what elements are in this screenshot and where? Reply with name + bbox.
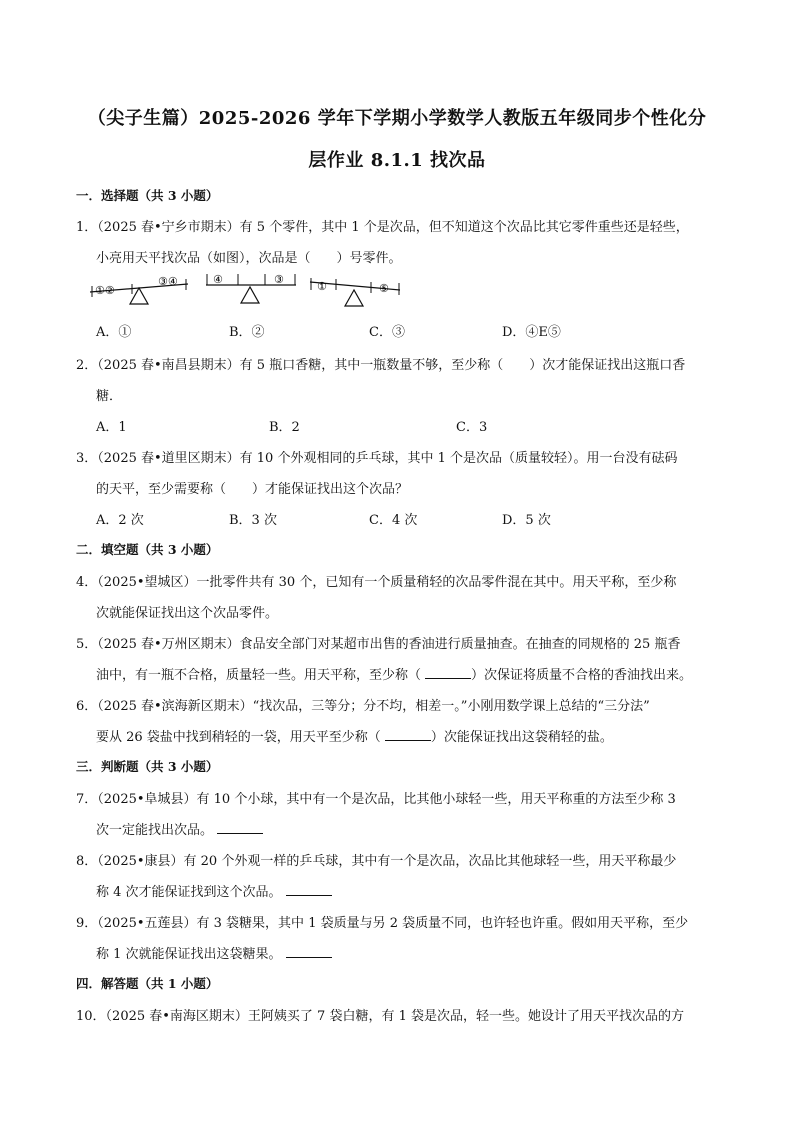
q1-option-d: D．④E⑤	[502, 325, 561, 340]
question-5-line2	[96, 664, 746, 683]
question-8-line1: 8．（2025•康县）有 20 个外观一样的乒乓球，其中有一个是次品，次品比其他球轻一些，用天平称最少	[76, 854, 677, 869]
question-6-line2-prefix: 要从 26 袋盐中找到稍轻的一袋，用天平至少称（	[96, 730, 381, 745]
question-3-line2: 的天平，至少需要称（ ）才能保证找出这个次品？	[96, 482, 409, 497]
question-9-line2-text: 称 1 次就能保证找出这袋糖果。	[96, 947, 282, 962]
q2-option-a: A．1	[96, 420, 127, 435]
question-8-line2	[96, 881, 746, 900]
question-3-line1: 3．（2025 春•道里区期末）有 10 个外观相同的乒乓球，其中 1 个是次品（质量较轻）。用一台没有砝码	[76, 451, 678, 466]
balance-scale-1	[90, 275, 188, 304]
q3-option-d: D．5 次	[502, 513, 551, 528]
question-5-line2-suffix: ）次保证将质量不合格的香油找出来。	[471, 668, 693, 683]
question-1-line1: 1．（2025 春•宁乡市期末）有 5 个零件，其中 1 个是次品，但不知道这个次品比其它零件重些还是轻些，	[76, 220, 689, 235]
question-9-line2	[96, 943, 746, 962]
q2-option-b: B．2	[269, 420, 300, 435]
question-6-line1: 6．（2025 春•滨海新区期末）“找次品，三等分；分不均，相差一。”小刚用数学课上总结的“三分法”	[76, 699, 650, 714]
q5-answer-blank[interactable]	[425, 666, 471, 679]
section-heading-fill: 二．填空题（共 3 小题）	[76, 542, 219, 557]
balance-scale-2	[206, 273, 296, 303]
question-6-line2	[96, 726, 746, 745]
balance-scale-3	[310, 278, 400, 306]
question-7-line1: 7．（2025•阜城县）有 10 个小球，其中有一个是次品，比其他小球轻一些，用天平称重的方法至少称 3	[76, 792, 676, 807]
scale-2-left-items: ④	[213, 273, 223, 286]
q8-answer-blank[interactable]	[286, 883, 332, 896]
q3-option-c: C．4 次	[369, 513, 418, 528]
balance-scales-figure	[88, 268, 408, 312]
q1-option-a: A．①	[96, 325, 132, 340]
question-7-line2	[96, 819, 746, 838]
question-6-line2-suffix: ）次能保证找出这袋稍轻的盐。	[430, 730, 613, 745]
question-7-line2-text: 次一定能找出次品。	[96, 823, 214, 838]
page-title-line2: 层作业 8.1.1 找次品	[308, 150, 486, 171]
q2-option-c: C．3	[456, 420, 488, 435]
question-5-line1: 5．（2025 春•万州区期末）食品安全部门对某超市出售的香油进行质量抽查。在抽查的同规格的 25 瓶香	[76, 637, 681, 652]
question-10-line1: 10．（2025 春•南海区期末）王阿姨买了 7 袋白糖，有 1 袋是次品，轻一些。她设计了用天平找次品的方	[76, 1009, 684, 1024]
scale-3-right-items: ⑤	[379, 282, 389, 295]
q3-option-b: B．3 次	[229, 513, 277, 528]
question-8-line2-text: 称 4 次才能保证找到这个次品。	[96, 885, 282, 900]
section-heading-choice: 一．选择题（共 3 小题）	[76, 188, 219, 203]
section-heading-judge: 三．判断题（共 3 小题）	[76, 759, 219, 774]
scale-2-right-items: ③	[274, 273, 284, 286]
q1-option-b: B．②	[229, 325, 265, 340]
question-5-line2-prefix: 油中，有一瓶不合格，质量轻一些。用天平称，至少称（	[96, 668, 422, 683]
scale-1-right-items: ③④	[158, 275, 178, 288]
q6-answer-blank[interactable]	[385, 728, 431, 741]
question-2-line2: 糖．	[96, 389, 123, 404]
question-4-line2: 次就能保证找出这个次品零件。	[96, 606, 279, 621]
page-title-line1: （尖子生篇）2025-2026 学年下学期小学数学人教版五年级同步个性化分	[87, 108, 707, 129]
question-9-line1: 9．（2025•五莲县）有 3 袋糖果，其中 1 袋质量与另 2 袋质量不同，也许轻也许重。假如用天平称，至少	[76, 916, 689, 931]
q9-answer-blank[interactable]	[286, 945, 332, 958]
q3-option-a: A．2 次	[96, 513, 144, 528]
scale-1-left-items: ①②	[95, 284, 115, 297]
q7-answer-blank[interactable]	[217, 821, 263, 834]
q1-option-c: C．③	[369, 325, 405, 340]
question-4-line1: 4．（2025•望城区）一批零件共有 30 个，已知有一个质量稍轻的次品零件混在其中。用天平称，至少称	[76, 575, 677, 590]
question-2-line1: 2．（2025 春•南昌县期末）有 5 瓶口香糖，其中一瓶数量不够，至少称（ ）次才能保证找出这瓶口香	[76, 358, 686, 373]
question-1-line2: 小亮用天平找次品（如图），次品是（ ）号零件。	[96, 251, 402, 266]
scale-3-left-items: ①	[317, 280, 327, 293]
section-heading-solve: 四．解答题（共 1 小题）	[76, 976, 219, 991]
